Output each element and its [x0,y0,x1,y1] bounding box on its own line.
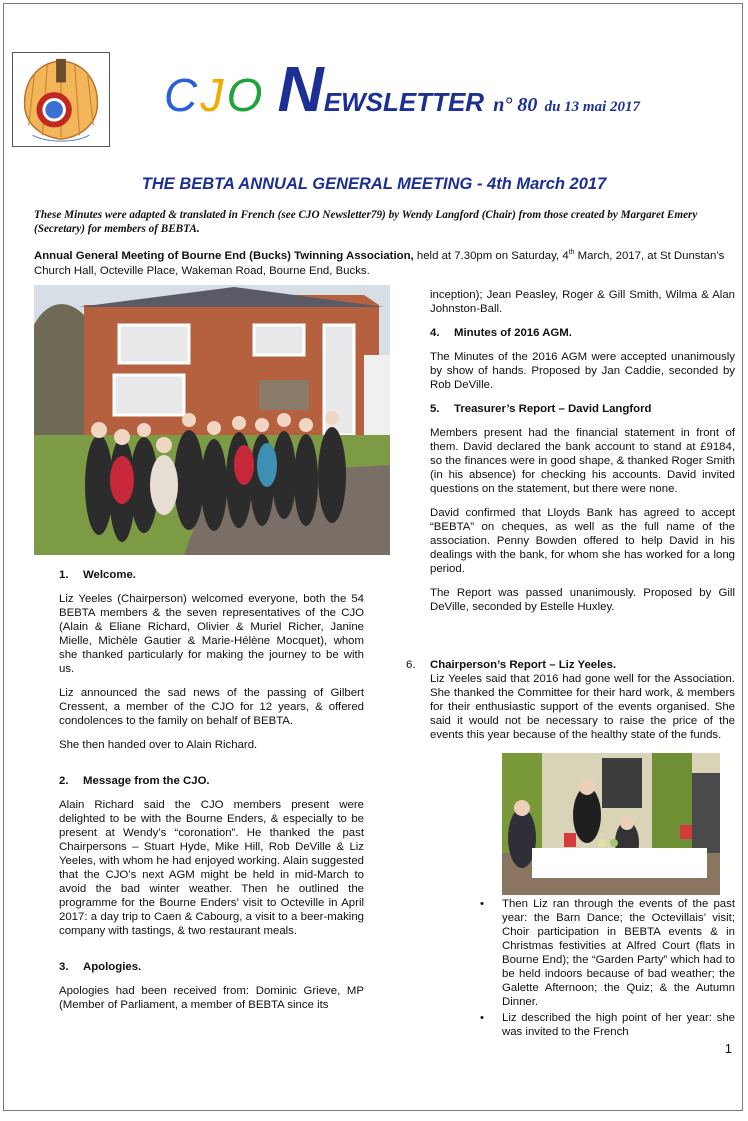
apologies-paragraph-1: Apologies had been received from: Dominic Grieve, MP (Member of Parliament, a member of BEBTA since its [59,985,364,1011]
section-number: 3. [59,961,69,973]
chair-body [430,672,735,752]
minutes-paragraph-1: The Minutes of the 2016 AGM were accepted unanimously by show of hands. Proposed by Jan Caddie, seconded by Rob DeVille. [430,351,735,391]
treasurer-paragraph-2: David confirmed that Lloyds Bank has agreed to accept “BEBTA” on cheques, as well as the full name of the association. Penny Bowden offered to help David in his dealings with the bank, for whom she has worked for a long period. [430,507,735,575]
bullet-text: Then Liz ran through the events of the past year: the Barn Dance; the Octevillais’ visit; Choir participation in BEBTA events & in Christmas festivities at Alfred Court (flats in Bourne End); the “Garden Party” which had to be held indoors because of bad weather; the Galette Afternoon; the Quiz; & the Autumn Dinner. [502,898,735,1008]
section-title: Apologies. [83,961,142,973]
agm-text-1: held at 7.30pm on Saturday, 4 [413,250,569,262]
section-welcome-heading [59,568,364,582]
treasurer-paragraph-1: Members present had the financial statement in front of them. David declared the bank account to stand at £9184, so the finances were in good shape, & thanked Roger Smith (in his absence) for checking his accounts. David invited questions on the statement, but there were none. [430,427,735,495]
masthead-letter-o: O [226,69,263,121]
newsletter-masthead [164,53,640,125]
agm-sup: th [568,249,575,257]
section-title: Message from the CJO. [83,775,210,787]
agm-details [34,249,734,279]
page-number: 1 [724,1041,732,1056]
list-item [480,1011,735,1039]
masthead-letter-j: J [200,69,224,121]
section-minutes-heading [430,326,735,340]
bullet-text: Liz described the high point of her year: she was invited to the French [502,1012,735,1038]
masthead-word: EWSLETTER [323,87,485,117]
issue-date: du 13 mai 2017 [544,99,640,115]
section-number: 5. [430,403,440,415]
section-chair-heading [406,658,736,672]
agm-text-2: March, 2017, at St Dunstan’s Church Hall, Octeville Place, Wakeman Road, Bourne End, Bucks. [34,250,725,277]
list-item [480,897,735,1009]
scallop-shell-lifebuoy-logo [13,53,109,146]
committee-table-photo [502,753,720,895]
section-number: 4. [430,327,440,339]
section-message-heading [59,774,364,788]
apologies-paragraph-continued: inception); Jean Peasley, Roger & Gill Smith, Wilma & Alan Johnston-Ball. [430,289,735,315]
section-title: Treasurer’s Report – David Langford [454,403,652,415]
page-title: THE BEBTA ANNUAL GENERAL MEETING - 4th March 2017 [141,175,607,193]
chair-paragraph-1: Liz Yeeles said that 2016 had gone well for the Association. She thanked the Committee for their hard work, & members for their enthusiastic support of the events organised. She said it would not be necessary to raise the price of the events this year because of the healthy state of the funds. [430,673,735,741]
welcome-paragraph-1: Liz Yeeles (Chairperson) welcomed everyone, both the 54 BEBTA members & the seven representatives of the CJO (Alain & Eliane Richard, Olivier & Muriel Richer, Janine Mielle, Michèle Gautier & Marie-Hélène Mocquet), whom she thanked particularly for making the journey to be with us. [59,593,364,675]
masthead-letter-n: N [277,53,324,125]
group-photo [34,285,390,555]
section-number: 6. [406,659,416,671]
section-title: Minutes of 2016 AGM. [454,327,572,339]
masthead-letter-c: C [164,69,198,121]
intro-note: These Minutes were adapted & translated in French (see CJO Newsletter79) by Wendy Langford (Chair) from those created by Margaret Emery (Secretary) for members of BEBTA. [34,209,698,235]
left-column [59,568,364,1022]
message-paragraph-1: Alain Richard said the CJO members present were delighted to be with the Bourne Enders, & especially to be present at Wendy’s “coronation”. He thanked the past Chairpersons – Stuart Hyde, Mike Hill, Rob DeVille & Liz Yeeles, with whom he had enjoyed working. Alain suggested that the CJO’s next AGM might be held in mid-March to avoid the bad winter weather. Then he outlined the programme for the Bourne Enders’ visit to Octeville in April 2017: a day trip to Caen & Cabourg, a visit to a beer-making company with tastings, & two restaurant meals. [59,799,364,937]
bullet-symbol: • [480,898,484,910]
chair-bullet-list [480,897,735,1041]
section-number: 2. [59,775,69,787]
right-column [430,288,735,624]
bullet-symbol: • [480,1012,484,1024]
section-treasurer-heading [430,402,735,416]
association-logo [12,52,110,147]
section-apologies-heading [59,960,364,974]
section-number: 1. [59,569,69,581]
treasurer-paragraph-3: The Report was passed unanimously. Proposed by Gill DeVille, seconded by Estelle Huxley. [430,587,735,613]
section-title: Chairperson’s Report – Liz Yeeles. [430,659,617,671]
section-title: Welcome. [83,569,136,581]
welcome-paragraph-3: She then handed over to Alain Richard. [59,739,258,751]
welcome-paragraph-2: Liz announced the sad news of the passing of Gilbert Cressent, a member of the CJO for 12 years, & offered condolences to the family on behalf of BEBTA. [59,687,364,727]
newsletter-page [3,3,743,1111]
issue-number: n° 80 [493,94,538,116]
agm-heading: Annual General Meeting of Bourne End (Bucks) Twinning Association, [34,250,414,262]
